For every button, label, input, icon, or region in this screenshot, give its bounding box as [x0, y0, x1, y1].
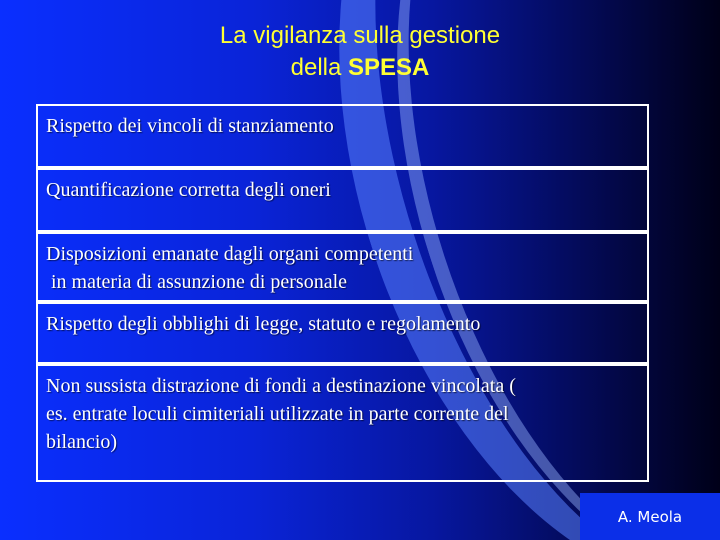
- slide-title: [0, 20, 720, 84]
- item-text: Non sussista distrazione di fondi a destinazione vincolata (: [46, 375, 516, 397]
- item-text: Quantificazione corretta degli oneri: [46, 179, 331, 201]
- item-text: Rispetto dei vincoli di stanziamento: [46, 115, 334, 137]
- checklist-item-1: [36, 104, 649, 168]
- title-line-2: [0, 52, 720, 84]
- title-line-1: La vigilanza sulla gestione: [219, 22, 501, 49]
- checklist-item-5: [36, 364, 649, 482]
- item-text: bilancio): [46, 431, 118, 453]
- checklist-item-3: [36, 232, 649, 302]
- item-text: in materia di assunzione di personale: [46, 271, 348, 293]
- item-text: Rispetto degli obblighi di legge, statuto e regolamento: [46, 313, 481, 335]
- checklist-item-4: [36, 302, 649, 364]
- title-emphasis: SPESA: [348, 54, 430, 81]
- item-text: Disposizioni emanate dagli organi competenti: [46, 243, 414, 265]
- title-prefix: della: [290, 54, 348, 81]
- author-label: A. Meola: [580, 493, 720, 540]
- item-text: es. entrate loculi cimiteriali utilizzate in parte corrente del: [46, 403, 509, 425]
- checklist-item-2: [36, 168, 649, 232]
